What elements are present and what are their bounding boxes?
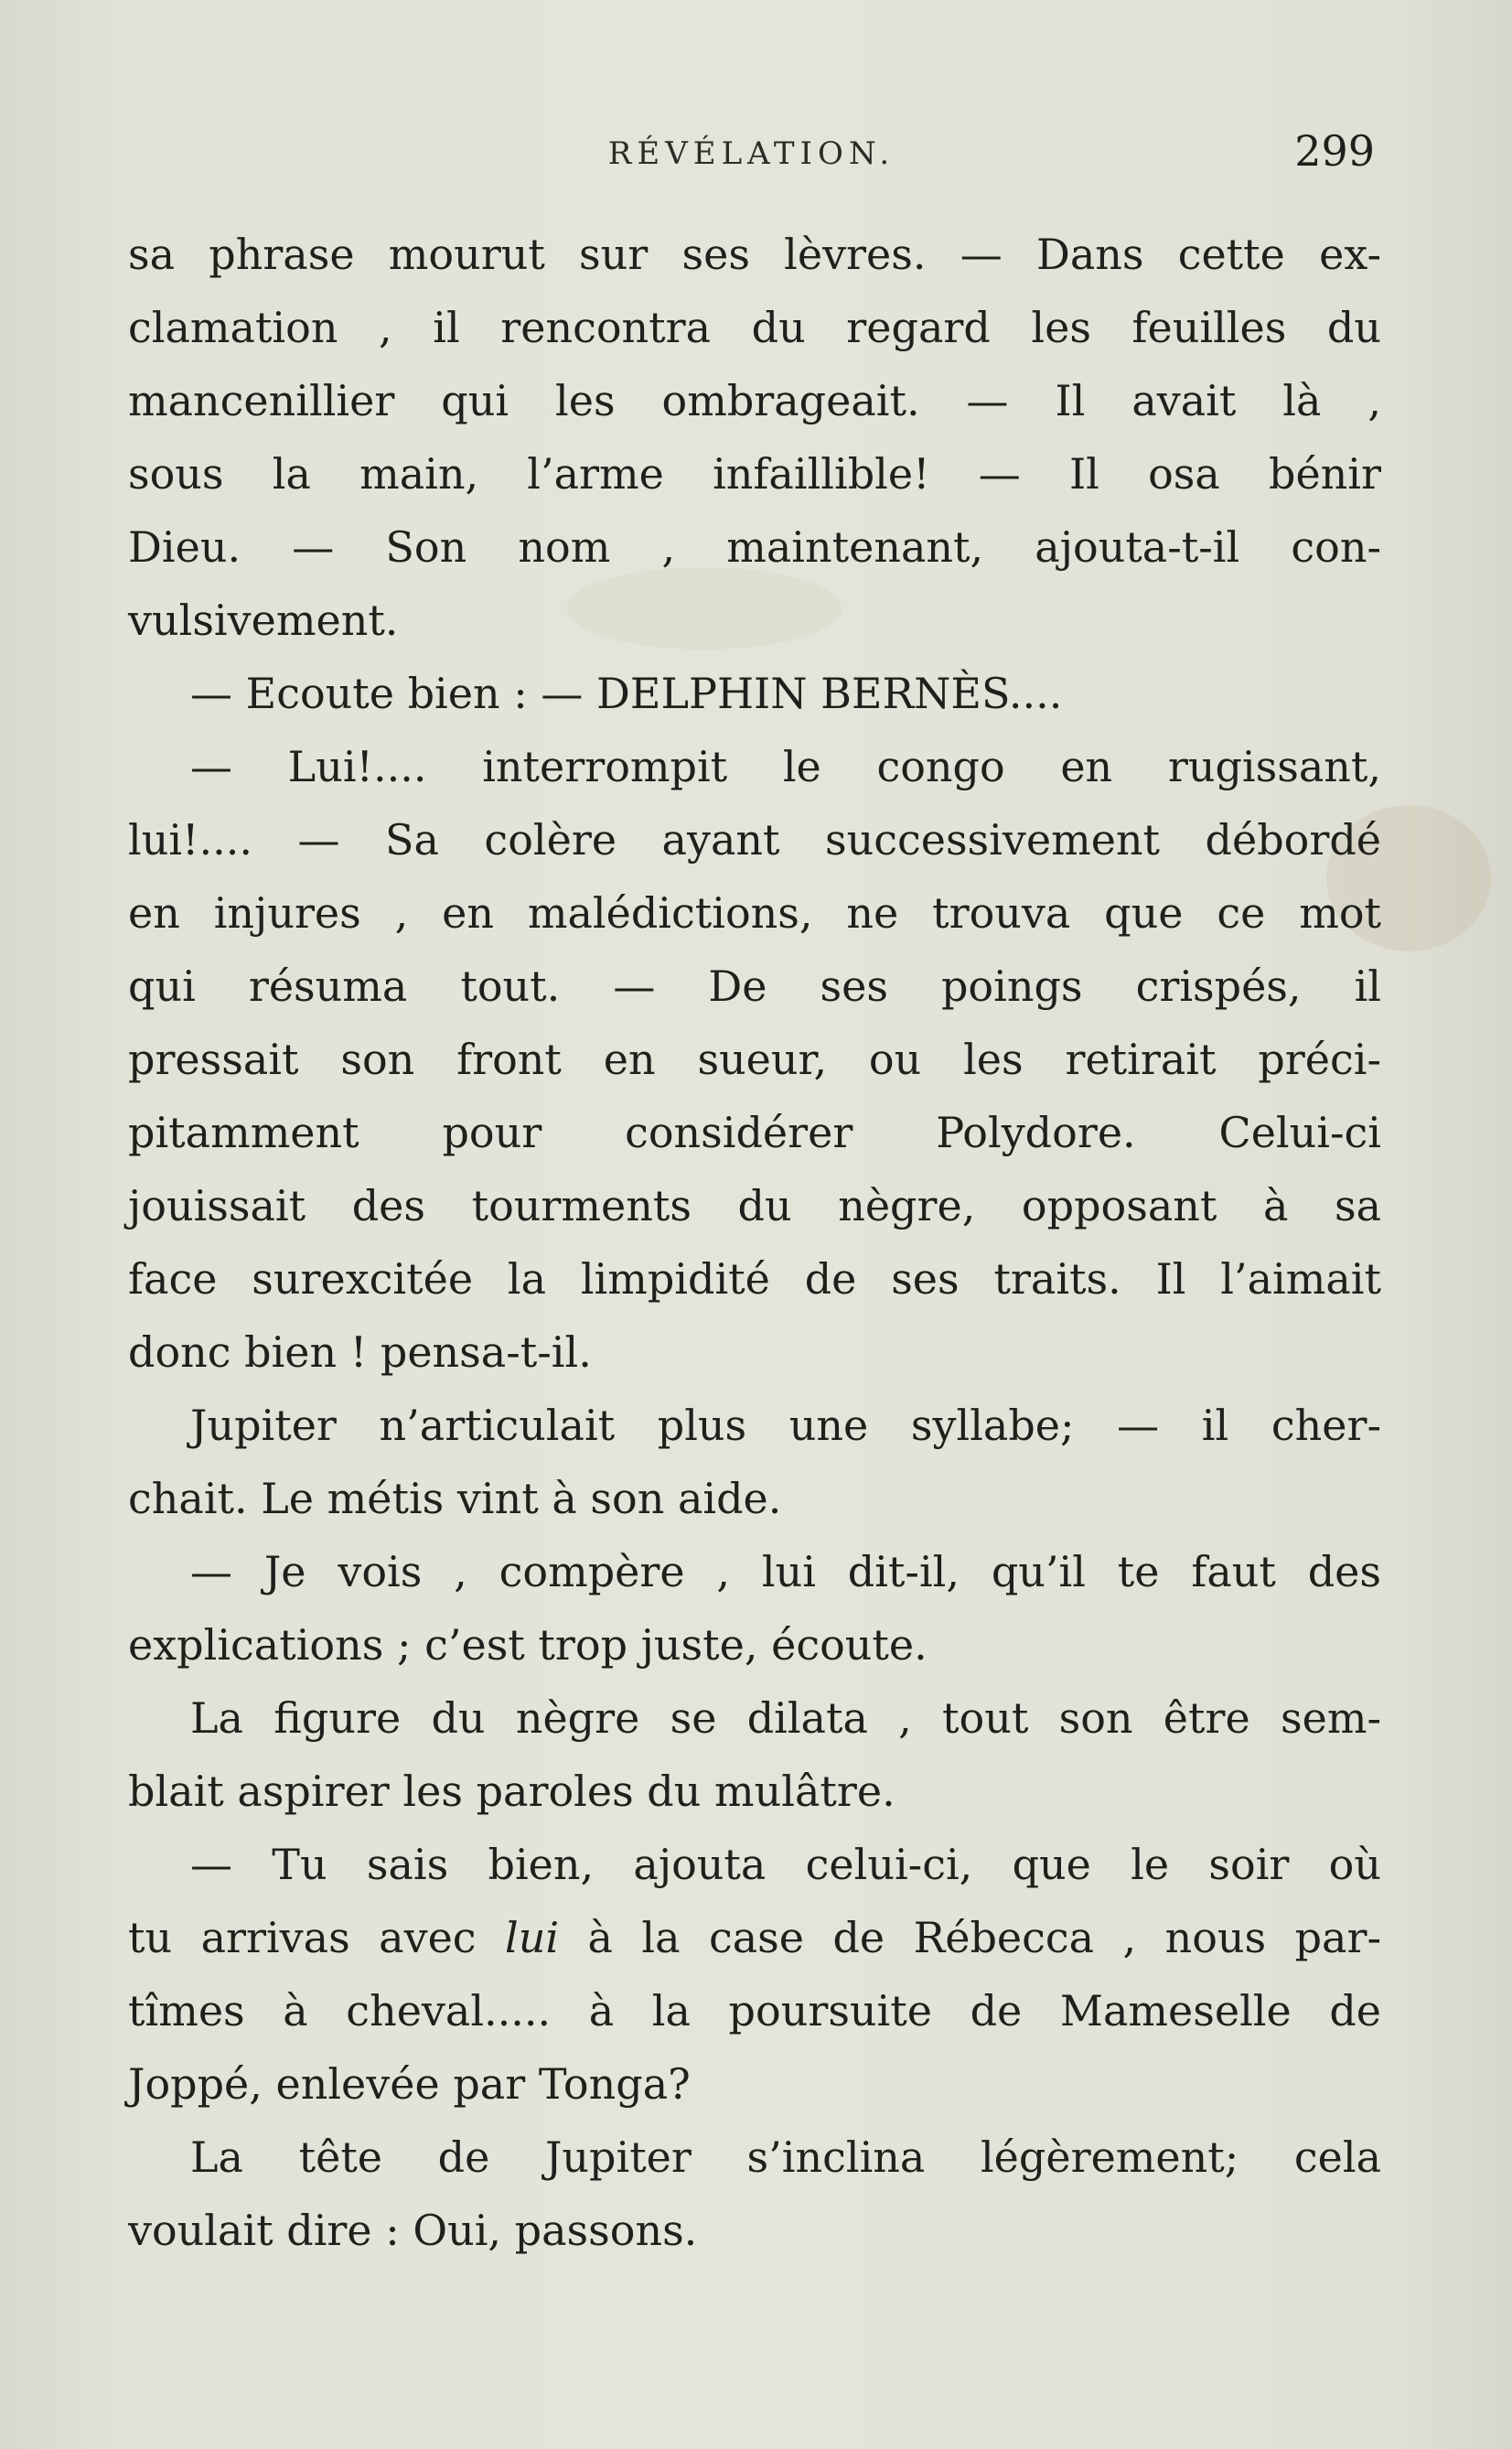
- italic-word: lui: [505, 1913, 560, 1962]
- text-line: — Lui!.... interrompit le congo en rugissant,: [190, 742, 1381, 791]
- text-line: Jupiter n’articulait plus une syllabe; — il cher-: [190, 1401, 1381, 1450]
- text-line: La tête de Jupiter s’inclina légèrement; cela: [190, 2132, 1381, 2182]
- text-line: Dieu. — Son nom , maintenant, ajouta-t-il con-: [128, 522, 1381, 572]
- text-line: tîmes à cheval..... à la poursuite de Mameselle de: [128, 1986, 1381, 2035]
- text-line: chait. Le métis vint à son aide.: [128, 1474, 782, 1523]
- text-line: pressait son front en sueur, ou les retirait préci-: [128, 1035, 1381, 1084]
- text-line: jouissait des tourments du nègre, opposant à sa: [128, 1181, 1381, 1230]
- text-run: tu arrivas avec: [128, 1913, 506, 1962]
- text-run: à la case de Rébecca , nous par-: [559, 1913, 1382, 1962]
- text-line: explications ; c’est trop juste, écoute.: [128, 1620, 928, 1670]
- text-line: clamation , il rencontra du regard les feuilles du: [128, 303, 1381, 352]
- text-line: [128, 1901, 1381, 1974]
- text-line: — Ecoute bien : — DELPHIN BERNÈS....: [190, 669, 1063, 718]
- text-line: en injures , en malédictions, ne trouva que ce mot: [128, 888, 1381, 938]
- text-line: donc bien ! pensa-t-il.: [128, 1327, 592, 1377]
- text-line: sous la main, l’arme infaillible! — Il osa bénir: [128, 449, 1381, 499]
- text-line: La figure du nègre se dilata , tout son être sem-: [190, 1693, 1381, 1743]
- running-title: RÉVÉLATION.: [607, 135, 895, 172]
- text-line: — Je vois , compère , lui dit-il, qu’il te faut des: [190, 1547, 1381, 1596]
- text-line: face surexcitée la limpidité de ses traits. Il l’aimait: [128, 1254, 1381, 1304]
- text-line: qui résuma tout. — De ses poings crispés, il: [128, 961, 1381, 1011]
- text-line: mancenillier qui les ombrageait. — Il avait là ,: [128, 376, 1381, 425]
- text-line: — Tu sais bien, ajouta celui-ci, que le soir où: [190, 1840, 1381, 1889]
- page-number: 299: [1294, 126, 1375, 176]
- text-line: Joppé, enlevée par Tonga?: [128, 2059, 691, 2109]
- text-line: lui!.... — Sa colère ayant successivement débordé: [128, 815, 1381, 865]
- text-line: sa phrase mourut sur ses lèvres. — Dans cette ex-: [128, 230, 1381, 279]
- body-text: [128, 218, 1381, 2267]
- text-line: blait aspirer les paroles du mulâtre.: [128, 1767, 895, 1816]
- text-line: voulait dire : Oui, passons.: [128, 2206, 698, 2255]
- text-line: pitamment pour considérer Polydore. Celui-ci: [128, 1108, 1381, 1157]
- running-head: [128, 126, 1375, 181]
- text-line: vulsivement.: [128, 596, 399, 645]
